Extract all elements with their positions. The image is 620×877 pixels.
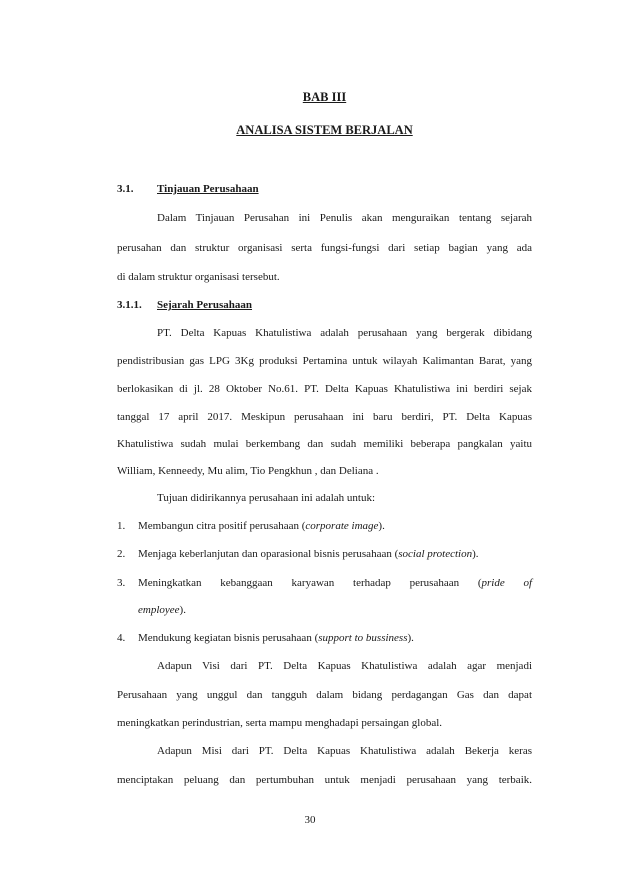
paragraph-line: Khatulistiwa sudah mulai berkembang dan sudah memiliki beberapa pangkalan yaitu <box>117 438 532 450</box>
goals-intro: Tujuan didirikannya perusahaan ini adalah untuk: <box>157 492 376 504</box>
section-title: Tinjauan Perusahaan <box>157 183 259 195</box>
section-number: 3.1. <box>117 183 134 195</box>
subsection-title: Sejarah Perusahaan <box>157 299 253 311</box>
list-item: Membangun citra positif perusahaan (corporate image). <box>138 520 385 532</box>
paragraph-line: tanggal 17 april 2017. Meskipun perusahaan ini baru berdiri, PT. Delta Kapuas <box>117 411 532 423</box>
paragraph-line: berlokasikan di jl. 28 Oktober No.61. PT. Delta Kapuas Khatulistiwa ini berdiri sejak <box>117 383 532 395</box>
list-item: Meningkatkan kebanggaan karyawan terhadap perusahaan (pride of <box>138 577 533 589</box>
page-number: 30 <box>304 814 316 826</box>
list-item-number: 2. <box>117 548 126 560</box>
paragraph-line: pendistribusian gas LPG 3Kg produksi Pertamina untuk wilayah Kalimantan Barat, yang <box>117 355 532 367</box>
paragraph-line: Adapun Visi dari PT. Delta Kapuas Khatulistiwa adalah agar menjadi <box>157 660 532 672</box>
paragraph-line: PT. Delta Kapuas Khatulistiwa adalah perusahaan yang bergerak dibidang <box>157 327 532 339</box>
section-heading-3-1 <box>117 182 532 196</box>
paragraph-line: William, Kenneedy, Mu alim, Tio Pengkhun , dan Deliana . <box>117 465 379 477</box>
chapter-title: ANALISA SISTEM BERJALAN <box>236 123 413 137</box>
paragraph-line: di dalam struktur organisasi tersebut. <box>117 271 280 283</box>
section-heading-3-1-1 <box>117 298 532 312</box>
paragraph-line: perusahan dan struktur organisasi serta fungsi-fungsi dari setiap bagian yang ada <box>117 242 532 254</box>
list-item-number: 3. <box>117 577 126 589</box>
paragraph-line: meningkatkan perindustrian, serta mampu menghadapi persaingan global. <box>117 717 443 729</box>
list-item-continuation: employee). <box>138 604 186 616</box>
subsection-number: 3.1.1. <box>117 299 142 311</box>
list-item-number: 1. <box>117 520 126 532</box>
list-item: Mendukung kegiatan bisnis perusahaan (support to bussiness). <box>138 632 414 644</box>
list-item-number: 4. <box>117 632 126 644</box>
paragraph-line: menciptakan peluang dan pertumbuhan untuk menjadi perusahaan yang terbaik. <box>117 774 532 786</box>
paragraph-line: Adapun Misi dari PT. Delta Kapuas Khatulistiwa adalah Bekerja keras <box>157 745 532 757</box>
list-item: Menjaga keberlanjutan dan oparasional bisnis perusahaan (social protection). <box>138 548 479 560</box>
paragraph-line: Dalam Tinjauan Perusahan ini Penulis akan menguraikan tentang sejarah <box>157 212 532 224</box>
paragraph-line: Perusahaan yang unggul dan tangguh dalam bidang perdagangan Gas dan dapat <box>117 689 532 701</box>
chapter-label: BAB III <box>302 90 347 104</box>
